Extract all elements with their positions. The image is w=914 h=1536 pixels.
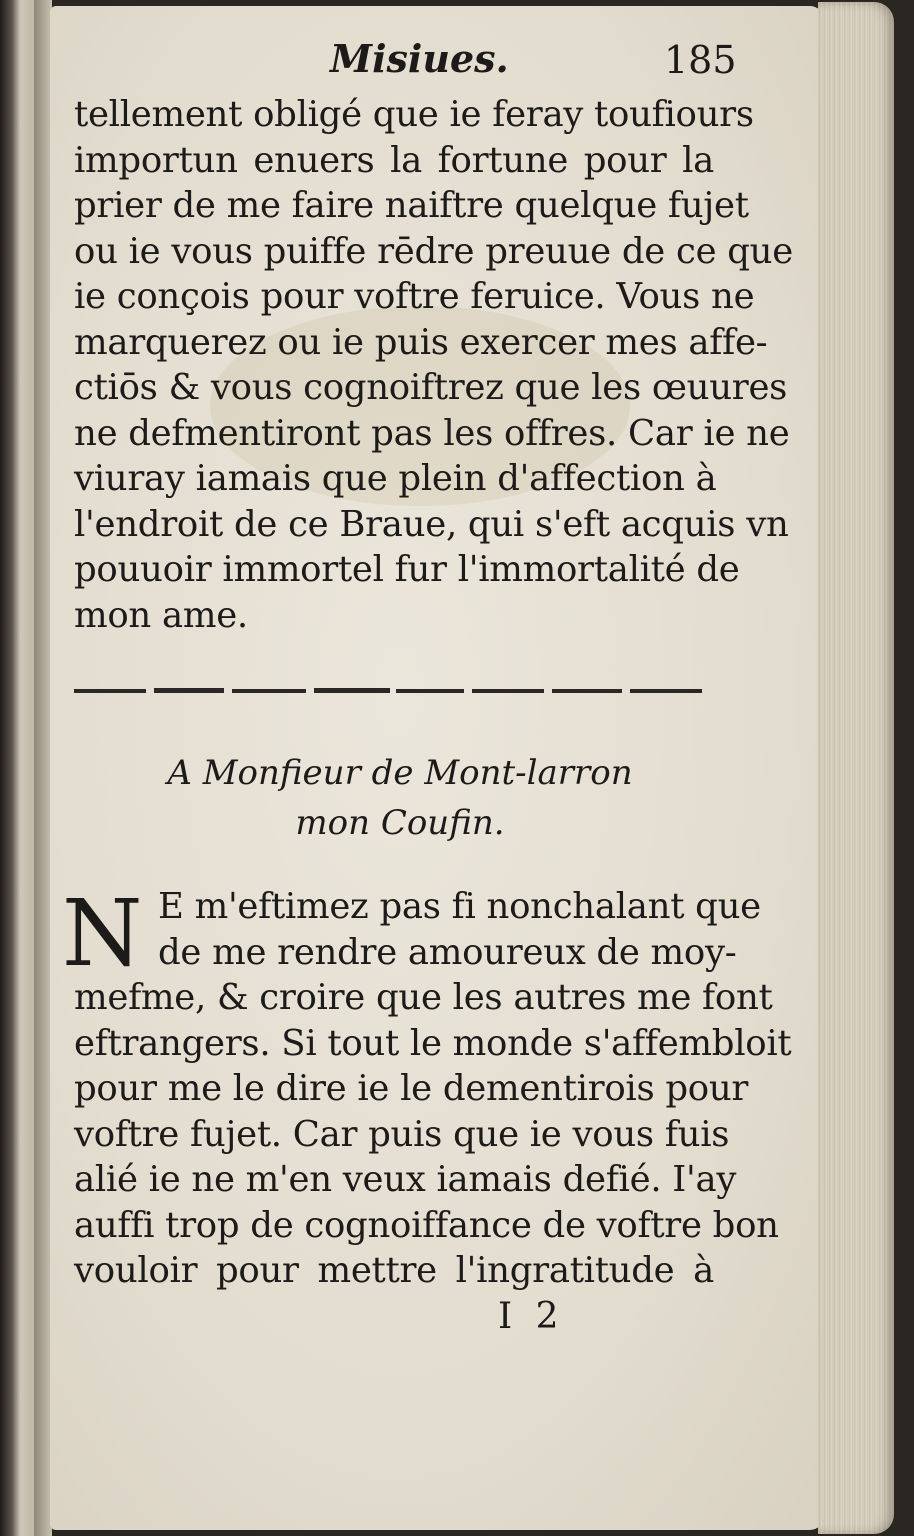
text-line: E m'eftimez pas fi nonchalant que bbox=[158, 886, 761, 927]
text-line: viuray iamais que plein d'affection à bbox=[74, 458, 717, 499]
text-line: mefme, & croire que les autres me font bbox=[74, 977, 773, 1018]
text-line: mon ame. bbox=[74, 594, 248, 636]
text-line: pour me le dire ie le dementirois pour bbox=[74, 1068, 749, 1109]
running-head: Misiues. bbox=[330, 36, 509, 81]
page-stack-edge bbox=[818, 2, 894, 1534]
signature-mark: I 2 bbox=[498, 1296, 565, 1337]
text-line: ou ie vous puiffe rēdre preuue de ce que bbox=[74, 230, 793, 272]
text-line: vouloir pour mettre l'ingratitude à bbox=[74, 1250, 714, 1291]
text-line: auffi trop de cognoiffance de voftre bon bbox=[74, 1204, 779, 1246]
page-number: 185 bbox=[664, 38, 737, 82]
text-line: voftre fujet. Car puis que ie vous fuis bbox=[74, 1113, 730, 1155]
text-line: ne defmentiront pas les offres. Car ie ne bbox=[74, 412, 790, 454]
heading-line: mon Coufin. bbox=[295, 803, 505, 843]
drop-cap: N bbox=[62, 880, 143, 987]
text-line: ie conçois pour voftre feruice. Vous ne bbox=[74, 276, 755, 317]
text-line: prier de me faire naiftre quelque fujet bbox=[74, 185, 749, 226]
text-line: tellement obligé que ie feray toufiours bbox=[74, 94, 754, 135]
letter-text bbox=[74, 884, 792, 1294]
text-line: ctiōs & vous cognoiftrez que les œuures bbox=[74, 367, 788, 408]
body-text bbox=[74, 92, 793, 638]
text-line: pouuoir immortel fur l'immortalité de bbox=[74, 549, 740, 590]
text-line: eftrangers. Si tout le monde s'affembloit bbox=[74, 1022, 792, 1064]
text-line: importun enuers la fortune pour la bbox=[74, 139, 714, 181]
text-line: marquerez ou ie puis exercer mes affe- bbox=[74, 321, 768, 363]
heading-line: A Monfieur de Mont-larron bbox=[167, 753, 633, 793]
previous-page-edge bbox=[0, 0, 34, 1536]
text-line: l'endroit de ce Braue, qui s'eft acquis vn bbox=[74, 503, 789, 545]
text-line: de me rendre amoureux de moy- bbox=[158, 931, 737, 973]
ornamental-rule bbox=[74, 684, 704, 698]
letter-heading bbox=[150, 748, 650, 848]
text-line: alié ie ne m'en veux iamais defié. I'ay bbox=[74, 1159, 737, 1200]
